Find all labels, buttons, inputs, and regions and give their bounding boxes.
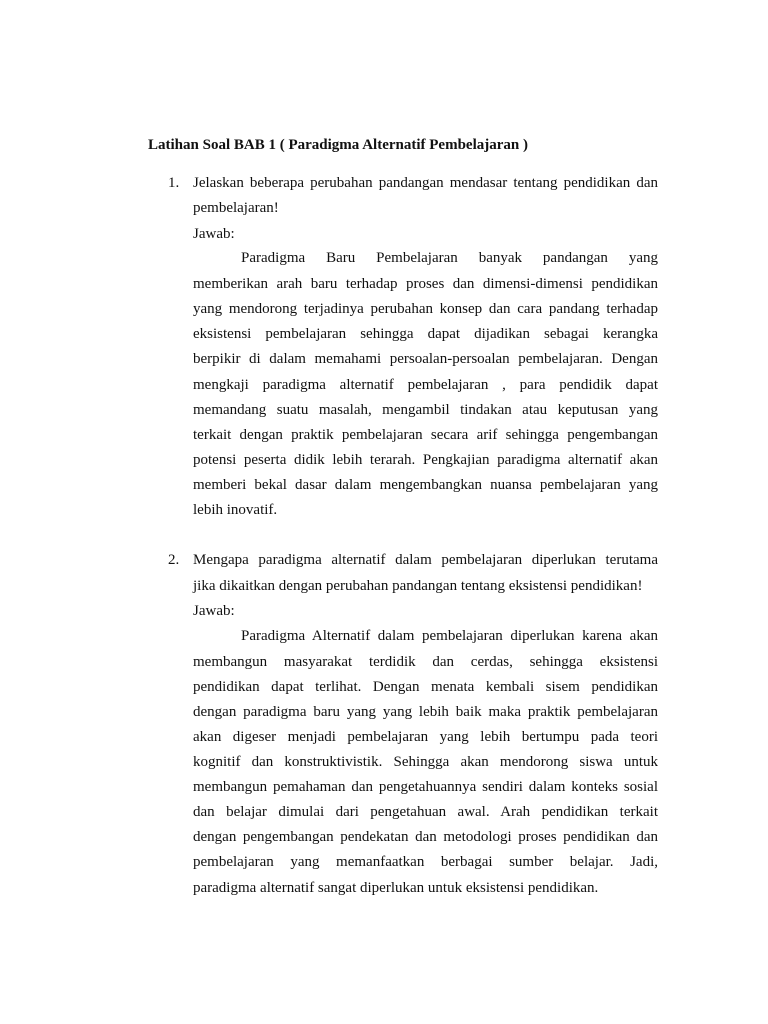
question-line: Mengapa paradigma alternatif dalam pembelajaran diperlukan terutama [193,552,658,568]
answer-line: dengan pengembangan pendekatan dan metodologi proses pendidikan dan [193,829,658,845]
answer-line: eksistensi pembelajaran sehingga dapat dijadikan sebagai kerangka [193,326,658,342]
answer-label: Jawab: [193,603,235,619]
question-line: pembelajaran! [193,200,279,216]
answer-line: Paradigma Alternatif dalam pembelajaran diperlukan karena akan [241,628,658,644]
answer-line: membangun masyarakat terdidik dan cerdas, sehingga eksistensi [193,654,658,670]
answer-line: membangun pemahaman dan pengetahuannya sendiri dalam konteks sosial [193,779,658,795]
answer-line: lebih inovatif. [193,502,278,518]
answer-line: mengkaji paradigma alternatif pembelajaran , para pendidik dapat [193,377,658,393]
answer-label: Jawab: [193,226,235,242]
answer-line: potensi peserta didik lebih terarah. Pengkajian paradigma alternatif akan [193,452,658,468]
answer-line: akan digeser menjadi pembelajaran yang lebih bertumpu pada teori [193,729,658,745]
answer-line: pendidikan dapat terlihat. Dengan menata kembali sisem pendidikan [193,679,658,695]
document-title: Latihan Soal BAB 1 ( Paradigma Alternatif Pembelajaran ) [148,137,528,153]
answer-line: yang mendorong terjadinya perubahan konsep dan cara pandang terhadap [193,301,658,317]
answer-line: kognitif dan konstruktivistik. Sehingga akan mendorong siswa untuk [193,754,658,770]
question-number: 2. [168,552,180,568]
question-line: jika dikaitkan dengan perubahan pandangan tentang eksistensi pendidikan! [193,578,643,594]
answer-line: dengan paradigma baru yang yang lebih baik maka praktik pembelajaran [193,704,658,720]
answer-line: memberikan arah baru terhadap proses dan dimensi-dimensi pendidikan [193,276,658,292]
answer-line: pembelajaran yang memanfaatkan berbagai sumber belajar. Jadi, [193,854,658,870]
answer-line: berpikir di dalam memahami persoalan-persoalan pembelajaran. Dengan [193,351,658,367]
question-number: 1. [168,175,180,191]
answer-line: paradigma alternatif sangat diperlukan untuk eksistensi pendidikan. [193,880,599,896]
question-line: Jelaskan beberapa perubahan pandangan mendasar tentang pendidikan dan [193,175,658,191]
answer-line: Paradigma Baru Pembelajaran banyak pandangan yang [241,250,658,266]
answer-line: memberi bekal dasar dalam mengembangkan nuansa pembelajaran yang [193,477,658,493]
answer-line: terkait dengan praktik pembelajaran secara arif sehingga pengembangan [193,427,658,443]
answer-line: memandang suatu masalah, mengambil tindakan atau keputusan yang [193,402,658,418]
answer-line: dan belajar dimulai dari pengetahuan awal. Arah pendidikan terkait [193,804,658,820]
